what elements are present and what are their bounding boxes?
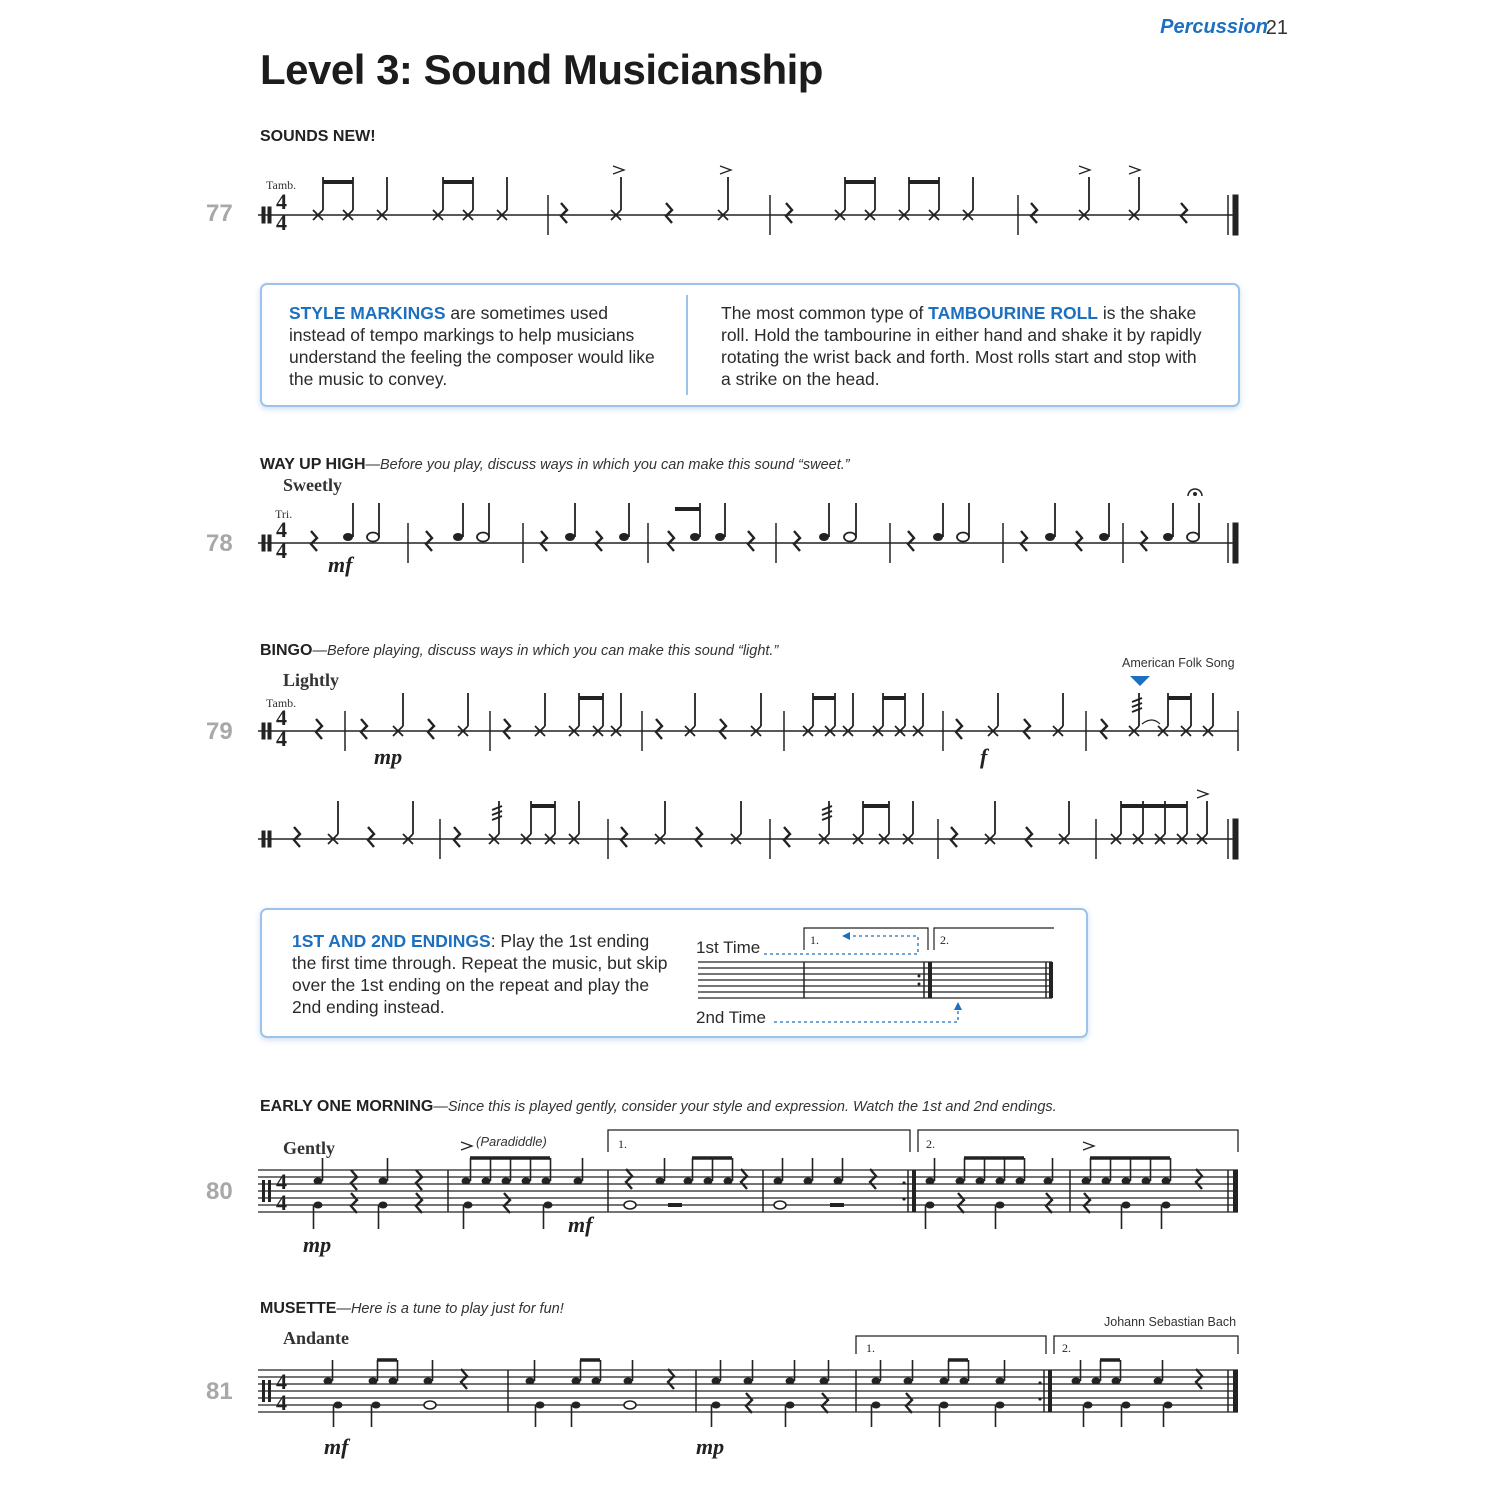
svg-text:4: 4	[276, 189, 287, 214]
tempo-marking: Andante	[283, 1328, 350, 1348]
svg-text:4: 4	[276, 538, 287, 563]
dynamic-marking: mf	[324, 1434, 349, 1459]
tambourine-roll-text: The most common type of TAMBOURINE ROLL is the shake roll. Hold the tambourine in either hand and shake it by rapidly rotating the wrist back and forth. Most rolls start and stop with a strike on the head.	[721, 303, 1202, 389]
exercise-number: 78	[206, 530, 233, 557]
svg-text:1.: 1.	[810, 933, 819, 947]
running-head-section: Percussion	[1160, 16, 1268, 38]
info-box-style-markings	[260, 283, 1240, 407]
section-title-early-one-morning: EARLY ONE MORNING—Since this is played gently, consider your style and expression. Watch the 1st and 2nd endings.	[260, 1098, 1057, 1115]
svg-text:2.: 2.	[1062, 1341, 1071, 1355]
svg-text:4: 4	[276, 210, 287, 235]
dynamic-marking: mf	[328, 552, 353, 577]
svg-text:4: 4	[276, 1390, 287, 1415]
section-title-way-up-high: WAY UP HIGH—Before you play, discuss ways in which you can make this sound “sweet.”	[260, 456, 850, 473]
svg-text:2.: 2.	[940, 933, 949, 947]
tempo-marking: Sweetly	[283, 475, 342, 495]
svg-text:2.: 2.	[926, 1137, 935, 1151]
page-number: 21	[1265, 17, 1288, 39]
exercise-number: 80	[206, 1178, 233, 1205]
svg-text:4: 4	[276, 1169, 287, 1194]
tempo-marking: Lightly	[283, 670, 340, 690]
svg-text:4: 4	[276, 726, 287, 751]
dynamic-marking: mp	[374, 744, 403, 769]
dynamic-marking: mp	[303, 1232, 332, 1257]
page-title: Level 3: Sound Musicianship	[260, 46, 823, 93]
svg-text:1.: 1.	[866, 1341, 875, 1355]
staff-80	[258, 1128, 1248, 1248]
box-divider	[686, 295, 688, 395]
section-title-musette: MUSETTE—Here is a tune to play just for fun!	[260, 1300, 564, 1317]
svg-text:4: 4	[276, 517, 287, 542]
instrument-label: Tamb.	[266, 696, 297, 710]
svg-text:4: 4	[276, 1190, 287, 1215]
instrument-label: Tamb.	[266, 178, 297, 192]
exercise-number: 79	[206, 718, 233, 745]
instrument-label: Tri.	[275, 507, 293, 521]
svg-text:1.: 1.	[618, 1137, 627, 1151]
paradiddle-annotation: (Paradiddle)	[476, 1134, 547, 1149]
staff-78	[258, 488, 1248, 568]
composer-credit: Johann Sebastian Bach	[1104, 1315, 1237, 1329]
first-time-label: 1st Time	[696, 938, 761, 957]
endings-diagram	[692, 924, 1062, 1024]
dynamic-marking: f	[980, 744, 988, 769]
staff-77	[258, 160, 1248, 240]
section-title-sounds-new: SOUNDS NEW!	[260, 128, 376, 145]
staff-81	[258, 1332, 1248, 1442]
svg-text:4: 4	[276, 1369, 287, 1394]
dynamic-marking: mp	[696, 1434, 725, 1459]
exercise-number: 81	[206, 1378, 233, 1405]
exercise-number: 77	[206, 200, 233, 227]
tempo-marking: Gently	[283, 1138, 335, 1158]
endings-text: 1ST AND 2ND ENDINGS: Play the 1st ending the first time through. Repeat the music, but skip over the 1st ending on the repeat and play the 2nd ending instead.	[292, 931, 668, 1017]
section-title-bingo: BINGO—Before playing, discuss ways in which you can make this sound “light.”	[260, 642, 779, 659]
svg-text:4: 4	[276, 705, 287, 730]
staff-79b	[258, 784, 1248, 864]
staff-79a	[258, 676, 1248, 756]
second-time-label: 2nd Time	[696, 1008, 766, 1027]
dynamic-marking: mf	[568, 1212, 593, 1237]
info-box-endings	[260, 908, 1088, 1038]
style-markings-text: STYLE MARKINGS are sometimes used instead of tempo markings to help musicians understand the feeling the composer would like the music to convey.	[289, 303, 655, 389]
composer-credit: American Folk Song	[1122, 656, 1235, 670]
